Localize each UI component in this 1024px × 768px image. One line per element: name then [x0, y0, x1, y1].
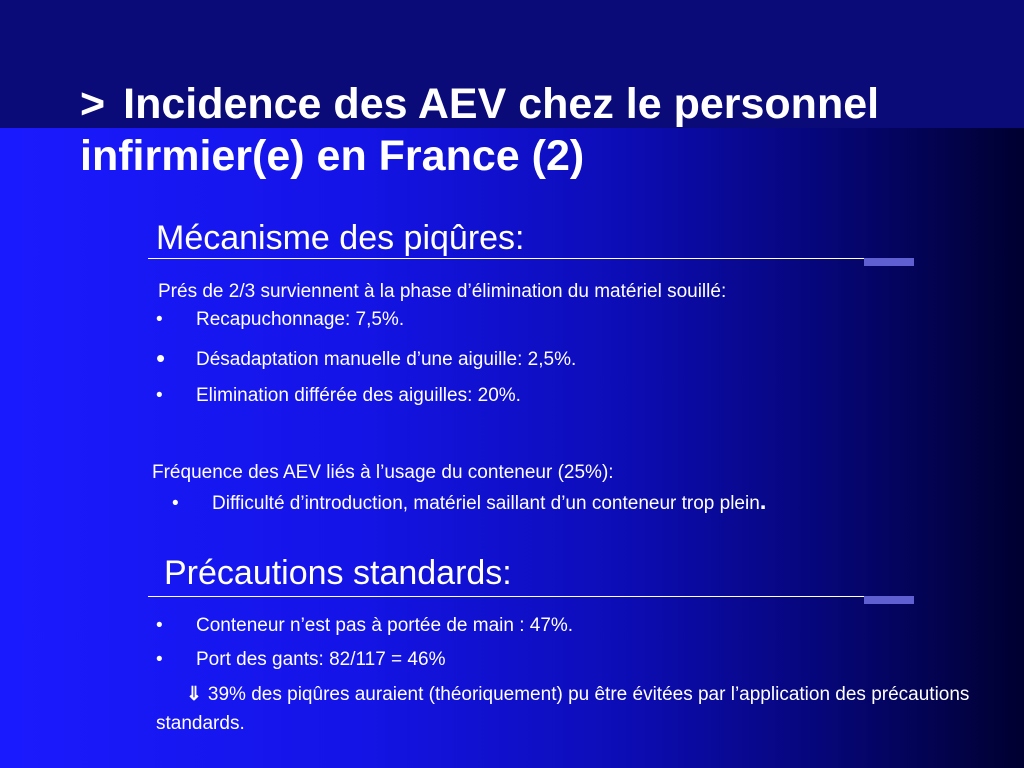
precautions-bullet-text: Port des gants: 82/117 = 46% — [196, 649, 446, 670]
mechanism-bullet-2 — [156, 343, 577, 373]
mechanism-heading: Mécanisme des piqûres: — [156, 219, 525, 257]
mechanism-bullet-text: Recapuchonnage: 7,5%. — [196, 309, 405, 330]
precautions-bullet-2 — [156, 648, 445, 672]
precautions-rule-tab — [864, 596, 914, 604]
mechanism-rule — [148, 258, 864, 259]
precautions-heading: Précautions standards: — [164, 554, 512, 592]
precautions-bullet-text: Conteneur n’est pas à portée de main : 47%. — [196, 615, 574, 636]
frequency-bullet-text: Difficulté d’introduction, matériel saillant d’un conteneur trop plein — [212, 493, 760, 514]
frequency-bullet — [172, 490, 766, 516]
mechanism-bullet-3 — [156, 384, 521, 408]
frequency-bullet-period: . — [759, 488, 767, 515]
title-prefix: > — [80, 80, 106, 128]
mechanism-bullet-1 — [156, 308, 404, 332]
bullet-dot: • — [156, 385, 163, 406]
slide-title — [80, 78, 1000, 182]
bullet-dot: • — [156, 615, 163, 636]
mechanism-bullet-text: Désadaptation manuelle d’une aiguille: 2,5%. — [196, 349, 577, 370]
bullet-dot: • — [156, 343, 166, 373]
bullet-dot: • — [172, 493, 179, 514]
precautions-conclusion — [156, 680, 976, 738]
title-text: Incidence des AEV chez le personnel infirmier(e) en France (2) — [80, 80, 880, 180]
conclusion-text: 39% des piqûres auraient (théoriquement) pu être évitées par l’application des précautions standards. — [156, 684, 970, 734]
bullet-dot: • — [156, 649, 163, 670]
precautions-bullet-1 — [156, 614, 573, 638]
bullet-dot: • — [156, 309, 163, 330]
arrow-down-icon: ⇓ — [186, 684, 202, 705]
mechanism-rule-tab — [864, 258, 914, 266]
mechanism-intro: Prés de 2/3 surviennent à la phase d’élimination du matériel souillé: — [158, 281, 727, 302]
mechanism-bullet-text: Elimination différée des aiguilles: 20%. — [196, 385, 521, 406]
frequency-intro: Fréquence des AEV liés à l’usage du conteneur (25%): — [152, 462, 614, 483]
precautions-rule — [148, 596, 864, 597]
